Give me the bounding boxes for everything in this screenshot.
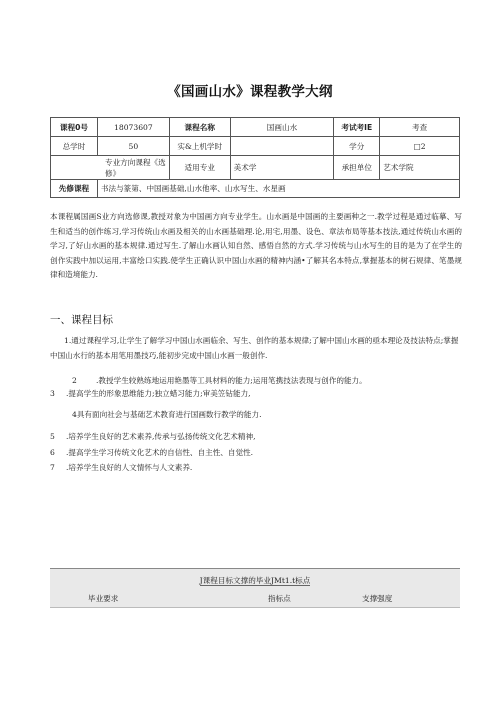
responsible-unit: 艺术学院 [380,156,460,180]
info-row [51,118,460,137]
info-row [51,156,460,180]
objective-text: .培养学生良好的艺术素养,传承与弘扬传统文化艺术精神, [66,432,256,441]
objective-item [50,446,462,461]
document-title: 《国画山水》课程教学大纲 [167,84,333,100]
objective-item [50,461,462,476]
objective-item [50,387,462,402]
course-introduction: 本课程属国画S业方向选修课,教授对象为中国画方向专业学生。山水画是中国画的主要画种之一.教学过程是通过临摹、写生和适当的创作练习,学习传统山水画及相关的山水画基础理.论,用宅,用墨、设色、章法布局等基本技法,通过传统山水画的学习,了好山水画的基本规律.通过写生.了解山水画认知自然、感悟自然的方式.学习传统与山水写生的目的是为了在学生的创作实践中加以运用,丰富绘口实践.使学生正确认识中国山水画的精神内涵•了解其名本特点,掌握基本的树石规律、笔墨规律和造境能力. [50,212,462,280]
header-support-strength: 支撑强度 [362,594,393,603]
prerequisite-label: 先修课程 [51,180,98,198]
objective-text: .培养学生良好的人文情怀与人文素养. [66,463,193,472]
objective-number: 3 [50,389,55,398]
total-hours-label: 总学时 [51,137,98,156]
major-direction-label: 专业方向课程《选修》 [51,156,170,180]
applicable-major-label: 适用专业 [169,156,230,180]
exam-label: 考试考IE [334,118,380,137]
responsible-unit-label: 承担单位 [334,156,380,180]
objective-text: .提高学生学习传统文化艺术的自信性、自主性、自觉性. [66,448,254,457]
objective-text: .教授学生较熟练地运用艳墨等工具材料的能力;运用笔携技法表现与创作的能力。 [96,376,367,385]
course-code-label: 课程0号 [51,118,98,137]
practice-hours-label: 实&上机学时 [169,137,230,156]
credits-label: 学分 [334,137,380,156]
table-caption-text: J课程目标文撑的毕业JMt1.t标点 [199,576,311,585]
objective-text: .通过课程学习,让学生了解学习中国山水画临余、写生、创作的基本规律;了解中国山水画的亟本理论及技法特点;掌握中国山水行的基本用笔用墨技巧,能初步完成中国山水画一般创作. [50,336,459,360]
objective-number: 1 [64,336,69,345]
applicable-major: 美术学 [230,156,334,180]
objective-number: 2 [72,376,77,385]
course-code: 18073607 [97,118,169,137]
practice-hours [230,137,334,156]
objective-item [50,430,462,445]
course-name: 国画山水 [230,118,334,137]
objective-text: 4具有面向社会与基础艺术教育进行国画数行教学的能力. [72,410,262,419]
table-caption [50,575,460,586]
credits: □2 [380,137,460,156]
header-indicator: 指标点 [268,594,291,603]
objective-number: 6 [50,448,55,457]
header-graduation-requirement: 毕业要求 [88,594,119,603]
objective-item [50,334,462,363]
info-row [51,180,460,198]
total-hours: 50 [97,137,169,156]
objective-text: .提高学生的形象思维能力;独立蜡习能力;审美笠钻能力, [66,389,251,398]
section-heading-objectives: 一、课程目标 [50,314,113,326]
objective-number: 7 [50,463,55,472]
objective-support-table [50,568,460,608]
course-info-table [50,117,460,198]
objective-number: 5 [50,432,55,441]
objective-item [50,408,462,423]
exam-value: 考查 [380,118,460,137]
info-row [51,137,460,156]
course-name-label: 课程名称 [169,118,230,137]
prerequisite-courses: 书法与篆第、中国画基础,山水他率、山水写生、水星画 [97,180,459,198]
